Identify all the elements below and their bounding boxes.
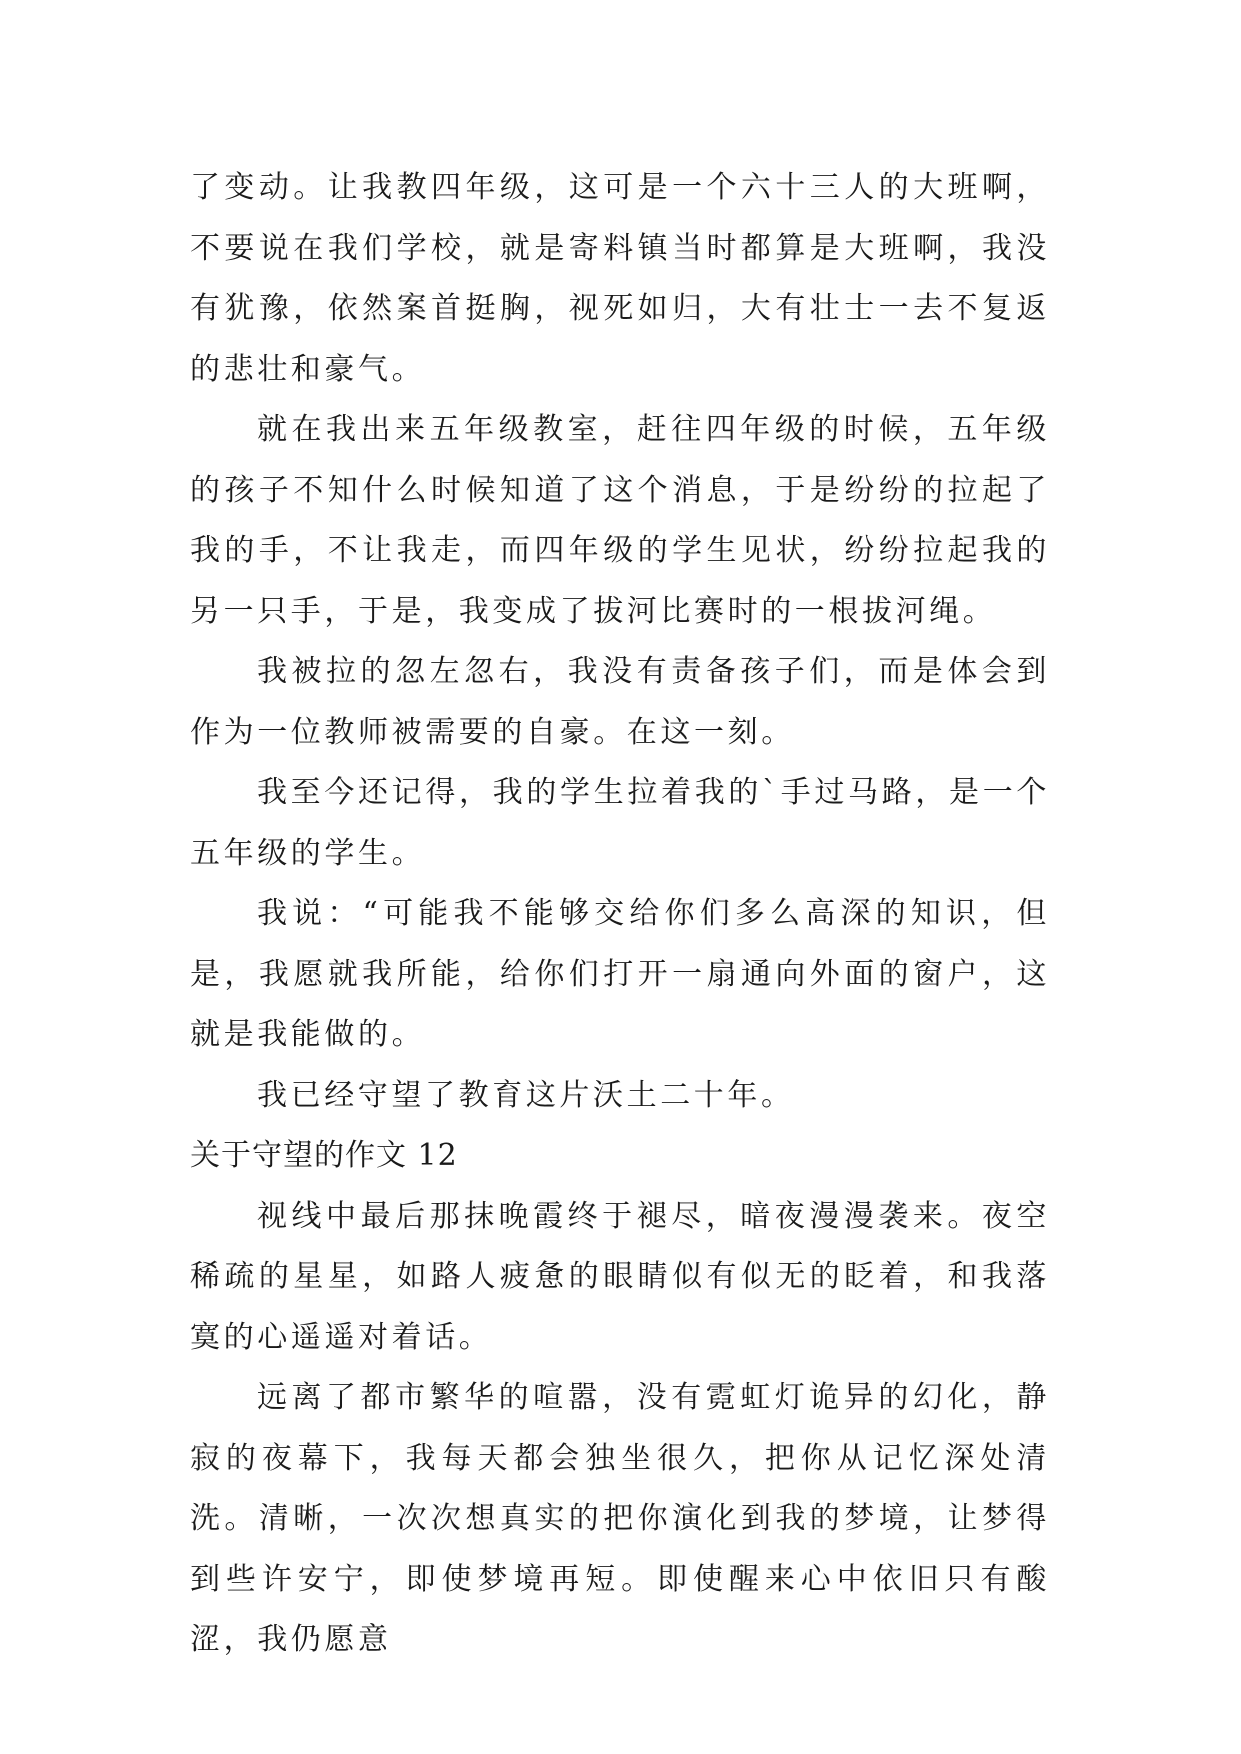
document-body <box>190 158 1050 1671</box>
paragraph-7: 视线中最后那抹晚霞终于褪尽，暗夜漫漫袭来。夜空稀疏的星星，如路人疲惫的眼睛似有似无的眨着，和我落寞的心遥遥对着话。 <box>190 1198 1050 1355</box>
paragraph-5: 我说：“可能我不能够交给你们多么高深的知识，但是，我愿就我所能，给你们打开一扇通向外面的窗户，这就是我能做的。 <box>190 896 1050 1052</box>
paragraph-3: 我被拉的忽左忽右，我没有责备孩子们，而是体会到作为一位教师被需要的自豪。在这一刻。 <box>190 654 1050 750</box>
paragraph-8: 远离了都市繁华的喧嚣，没有霓虹灯诡异的幻化，静寂的夜幕下，我每天都会独坐很久，把你从记忆深处清洗。清晰，一次次想真实的把你演化到我的梦境，让梦得到些许安宁，即使梦境再短。即使醒来心中依旧只有酸涩，我仍愿意 <box>190 1380 1050 1657</box>
paragraph-6: 我已经守望了教育这片沃土二十年。 <box>257 1077 795 1113</box>
paragraph-1: 了变动。让我教四年级，这可是一个六十三人的大班啊，不要说在我们学校，就是寄料镇当时都算是大班啊，我没有犹豫，依然案首挺胸，视死如归，大有壮士一去不复返的悲壮和豪气。 <box>190 170 1050 387</box>
paragraph-2: 就在我出来五年级教室，赶往四年级的时候，五年级的孩子不知什么时候知道了这个消息，于是纷纷的拉起了我的手，不让我走，而四年级的学生见状，纷纷拉起我的另一只手，于是，我变成了拔河比赛时的一根拔河绳。 <box>190 412 1050 629</box>
paragraph-4: 我至今还记得，我的学生拉着我的`手过马路，是一个五年级的学生。 <box>190 775 1050 871</box>
section-heading: 关于守望的作文 12 <box>190 1138 458 1173</box>
